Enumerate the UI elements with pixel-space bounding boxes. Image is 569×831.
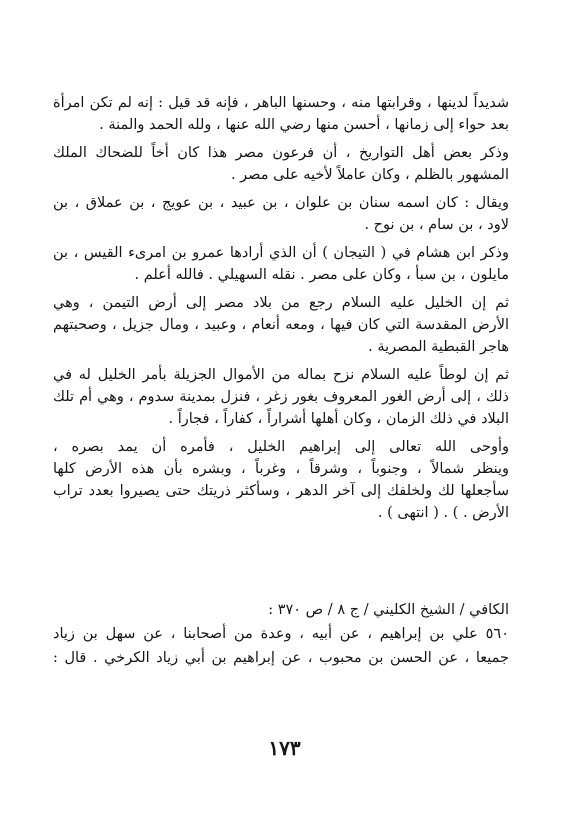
page-number: ١٧٣ <box>268 736 301 760</box>
text-line: سأجعلها لك ولخلفك إلى آخر الدهر ، وسأكثر ذريتك حتى يصيروا بعدد تراب <box>53 483 509 499</box>
text-line: هاجر القبطية المصرية . <box>368 339 509 355</box>
text-line: شديداً لدينها ، وقرابتها منه ، وحسنها الباهر ، فإنه قد قيل : إنه لم تكن امرأة <box>53 95 509 111</box>
text-line: ذلك ، إلى أرض الغور المعروف بغور زغر ، فنزل بمدينة سدوم ، وهي أم تلك <box>53 389 509 405</box>
text-line: وينظر شمالاً ، وجنوباً ، وشرقاً ، وغرباً ، وبشره بأن هذه الأرض كلها <box>53 461 509 477</box>
text-line: مايلون ، بن سبأ ، وكان على مصر . نقله السهيلي . فالله أعلم . <box>134 267 509 283</box>
text-line: ثم إن لوطاً عليه السلام نزح بماله من الأموال الجزيلة بأمر الخليل له في <box>53 367 509 383</box>
text-line: بعد حواء إلى زمانها ، أحسن منها رضي الله عنها ، ولله الحمد والمنة . <box>99 117 509 133</box>
main-text <box>53 92 509 524</box>
source-citation: الكافي / الشيخ الكليني / ج ٨ / ص ٣٧٠ : <box>268 602 509 618</box>
source-reference <box>53 598 509 670</box>
text-line: ثم إن الخليل عليه السلام رجع من بلاد مصر إلى أرض التيمن ، وهي <box>53 295 509 311</box>
text-line: الأرض . ) . ( انتهى ) . <box>377 505 509 521</box>
text-line: وذكر ابن هشام في ( التيجان ) أن الذي أرادها عمرو بن امرىء القيس ، بن <box>53 245 509 261</box>
text-line: وأوحى الله تعالى إلى إبراهيم الخليل ، فأمره أن يمد بصره ، <box>53 439 509 455</box>
hadith-line: جميعا ، عن الحسن بن محبوب ، عن إبراهيم بن أبي زياد الكرخي . قال : <box>53 650 509 666</box>
hadith-line: ٥٦٠ علي بن إبراهيم ، عن أبيه ، وعدة من أصحابنا ، عن سهل بن زياد <box>53 626 509 642</box>
text-line: لاود ، بن سام ، بن نوح . <box>364 217 509 233</box>
text-line: ويقال : كان اسمه سنان بن علوان ، بن عبيد ، بن عويج ، بن عملاق ، بن <box>53 195 509 211</box>
text-line: المشهور بالظلم ، وكان عاملاً لأخيه على مصر . <box>230 167 509 183</box>
text-line: وذكر بعض أهل التواريخ ، أن فرعون مصر هذا كان أخاً للضحاك الملك <box>53 145 509 161</box>
text-line: الأرض المقدسة التي كان فيها ، ومعه أنعام ، وعبيد ، ومال جزيل ، وصحبتهم <box>53 317 509 333</box>
text-line: البلاد في ذلك الزمان ، وكان أهلها أشراراً ، كفاراً ، فجاراً . <box>168 411 509 427</box>
